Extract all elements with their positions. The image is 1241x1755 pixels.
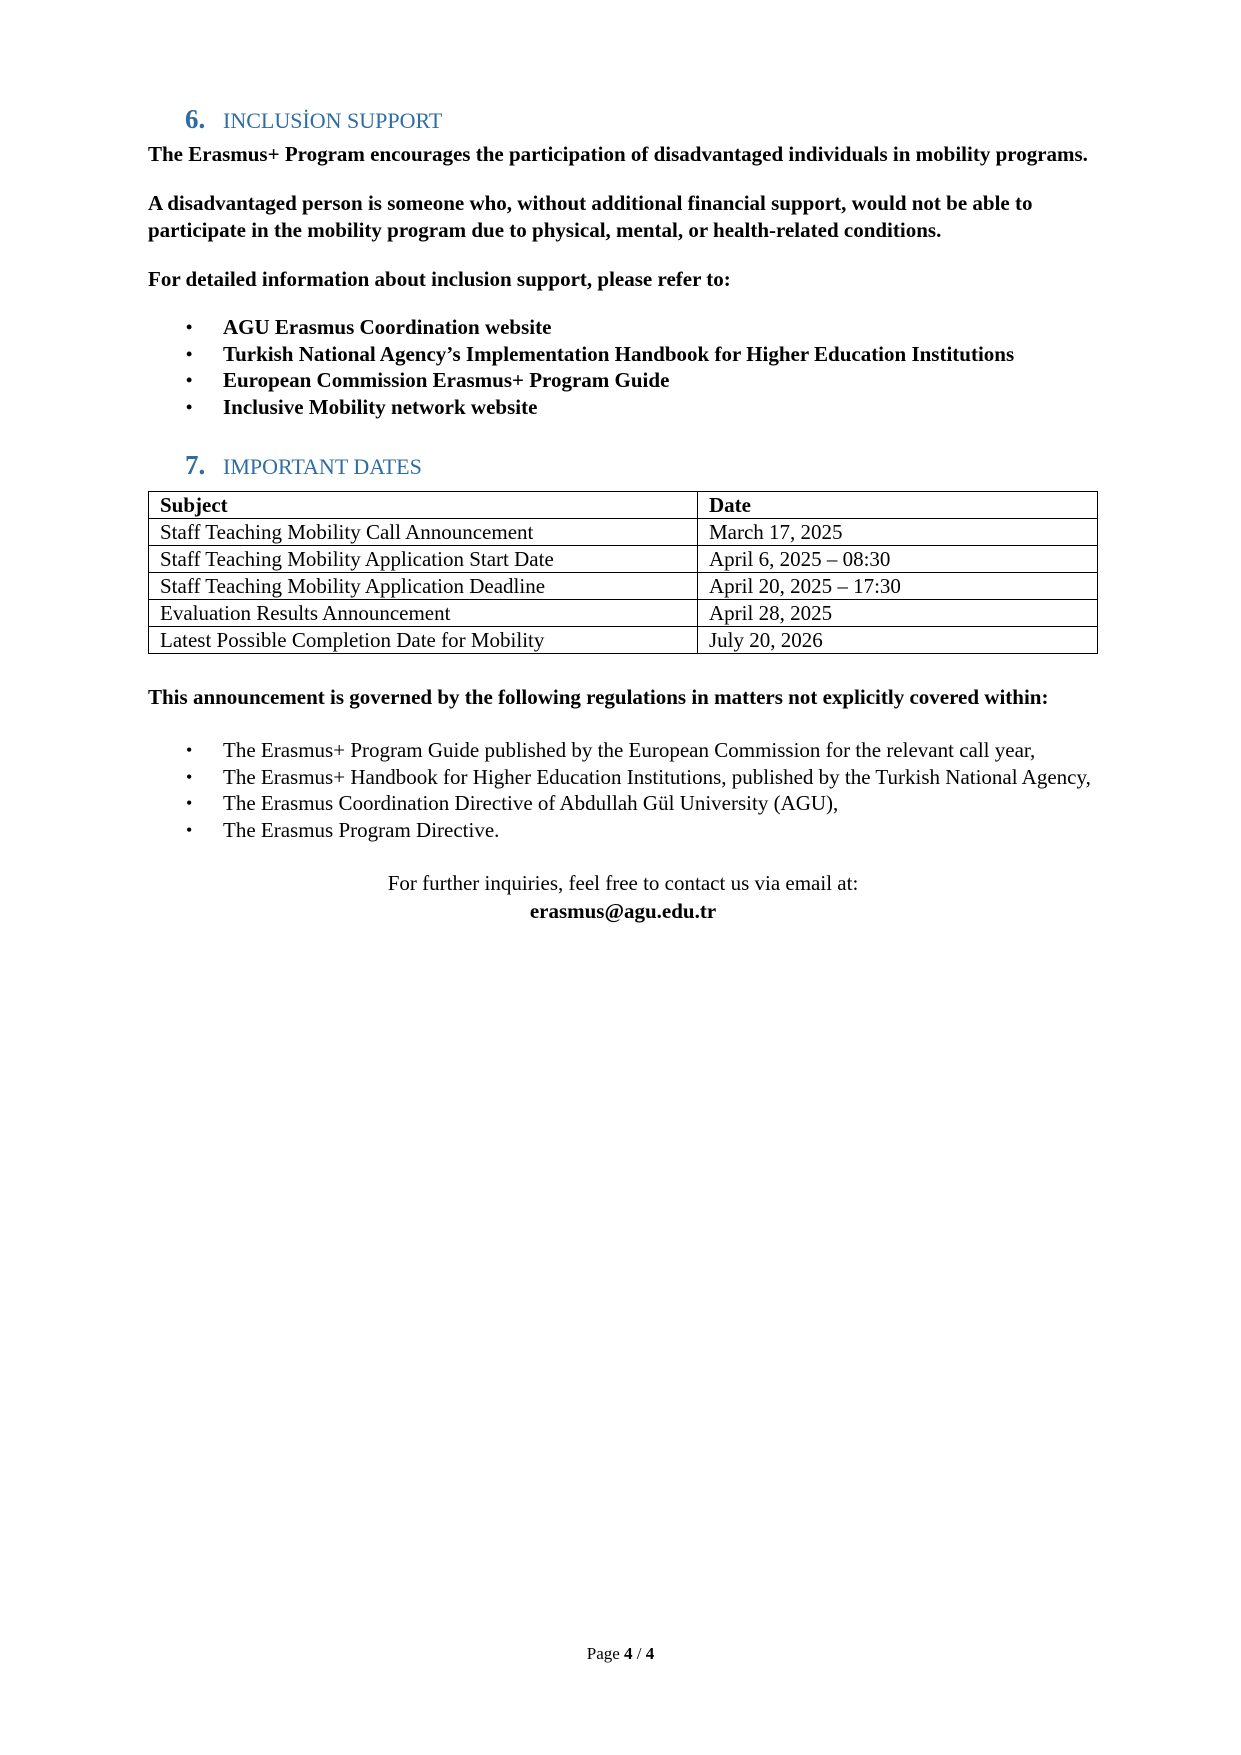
inclusion-paragraph-3: For detailed information about inclusion support, please refer to: bbox=[148, 267, 731, 291]
section-6-heading bbox=[148, 104, 1098, 135]
list-item-text: Turkish National Agency’s Implementation Handbook for Higher Education Institutions bbox=[223, 341, 1015, 366]
list-item bbox=[148, 817, 1098, 844]
contact-email-link[interactable]: erasmus@agu.edu.tr bbox=[529, 899, 717, 923]
table-header-subject: Subject bbox=[149, 492, 698, 519]
page-label: Page bbox=[586, 1644, 620, 1663]
list-item bbox=[148, 790, 1098, 817]
bullet-icon: • bbox=[186, 396, 193, 417]
bullet-icon: • bbox=[186, 343, 193, 364]
bullet-icon: • bbox=[186, 793, 193, 813]
table-row bbox=[149, 519, 1098, 546]
table-row bbox=[149, 600, 1098, 627]
bullet-icon: • bbox=[186, 317, 193, 337]
list-item-text: Inclusive Mobility network website bbox=[223, 394, 538, 419]
list-item-text: The Erasmus Coordination Directive of Abdullah Gül University (AGU), bbox=[223, 791, 839, 815]
page-content bbox=[148, 104, 1098, 925]
table-row bbox=[149, 573, 1098, 600]
list-item bbox=[148, 394, 1098, 421]
table-cell-subject: Staff Teaching Mobility Call Announcement bbox=[149, 519, 698, 546]
list-item-text: The Erasmus Program Directive. bbox=[223, 817, 500, 842]
list-item bbox=[148, 367, 1098, 394]
regulations-intro: This announcement is governed by the following regulations in matters not explicitly covered within: bbox=[148, 685, 1049, 709]
section-6-number: 6. bbox=[185, 104, 206, 134]
list-item bbox=[148, 764, 1098, 791]
table-cell-subject: Latest Possible Completion Date for Mobility bbox=[149, 627, 698, 654]
table-cell-date: April 28, 2025 bbox=[698, 600, 1098, 627]
regulations-list bbox=[148, 737, 1098, 843]
table-cell-date: March 17, 2025 bbox=[698, 519, 1098, 546]
page-current: 4 bbox=[624, 1644, 633, 1663]
page-total: 4 bbox=[645, 1644, 655, 1663]
table-cell-date: April 20, 2025 – 17:30 bbox=[698, 573, 1098, 600]
list-item bbox=[148, 341, 1098, 368]
table-row bbox=[149, 546, 1098, 573]
inclusion-resources-list bbox=[148, 314, 1098, 420]
inclusion-paragraph-1: The Erasmus+ Program encourages the participation of disadvantaged individuals in mobility programs. bbox=[148, 142, 1088, 166]
section-7-number: 7. bbox=[185, 450, 206, 480]
page-separator: / bbox=[636, 1644, 642, 1663]
table-cell-date: July 20, 2026 bbox=[698, 627, 1098, 654]
list-item-text: European Commission Erasmus+ Program Guide bbox=[223, 368, 670, 392]
table-header-row bbox=[149, 492, 1098, 519]
section-6-title: INCLUSİON SUPPORT bbox=[223, 108, 443, 133]
list-item-text: AGU Erasmus Coordination website bbox=[223, 315, 552, 339]
page-footer bbox=[0, 1644, 1241, 1664]
contact-block bbox=[148, 869, 1098, 925]
bullet-icon: • bbox=[186, 819, 193, 840]
inclusion-paragraph-2: A disadvantaged person is someone who, without additional financial support, would not be able to participate in the mobility program due to physical, mental, or health-related conditions. bbox=[148, 191, 1033, 242]
table-cell-date: April 6, 2025 – 08:30 bbox=[698, 546, 1098, 573]
table-cell-subject: Staff Teaching Mobility Application Start Date bbox=[149, 546, 698, 573]
list-item-text: The Erasmus+ Handbook for Higher Education Institutions, published by the Turkish National Agency, bbox=[223, 764, 1091, 789]
table-cell-subject: Evaluation Results Announcement bbox=[149, 600, 698, 627]
list-item bbox=[148, 314, 1098, 341]
section-7-title: IMPORTANT DATES bbox=[223, 454, 422, 479]
table-header-date: Date bbox=[698, 492, 1098, 519]
list-item-text: The Erasmus+ Program Guide published by the European Commission for the relevant call year, bbox=[223, 738, 1036, 762]
list-item bbox=[148, 737, 1098, 764]
contact-text: For further inquiries, feel free to contact us via email at: bbox=[387, 871, 859, 895]
table-row bbox=[149, 627, 1098, 654]
bullet-icon: • bbox=[186, 370, 193, 390]
table-cell-subject: Staff Teaching Mobility Application Deadline bbox=[149, 573, 698, 600]
bullet-icon: • bbox=[186, 766, 193, 787]
section-7-heading bbox=[148, 450, 1098, 481]
bullet-icon: • bbox=[186, 740, 193, 760]
important-dates-table bbox=[148, 491, 1098, 654]
